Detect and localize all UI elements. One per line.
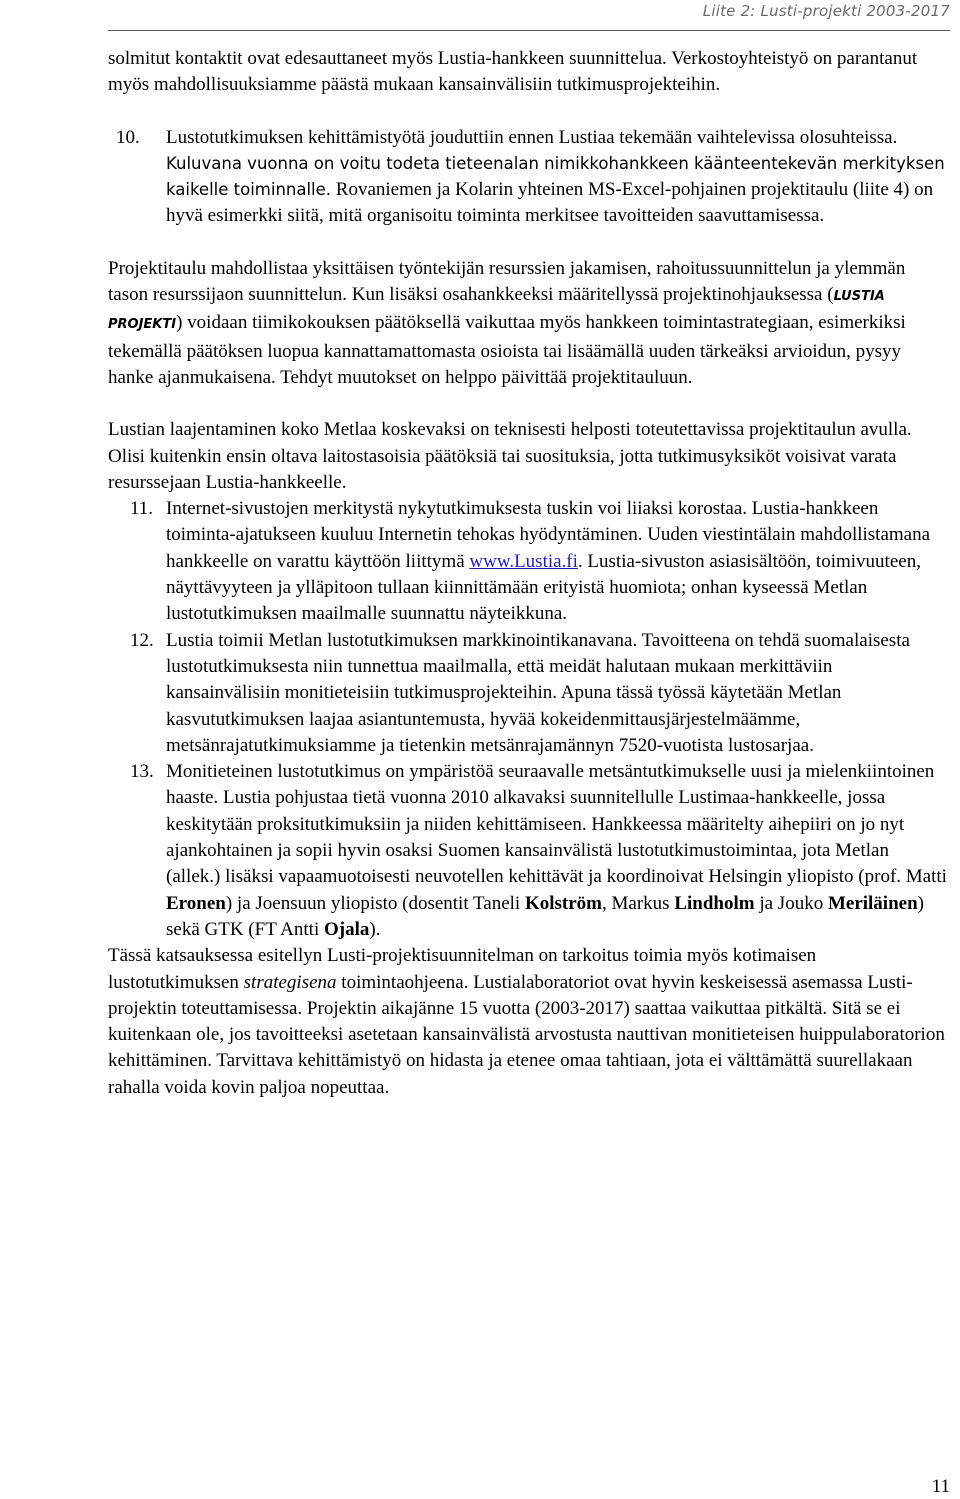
item11-text-2: . Lustia-sivuston asiasisältöön, toimivuuteen, näyttävyyteen ja ylläpitoon tullaan kiinnittämään erityistä huomiota; onhan kyseessä Metlan lustotutkimuksen maailmalle suunnattu näyteikkuna. bbox=[166, 550, 921, 625]
name-eronen: Eronen bbox=[166, 892, 226, 914]
list-item-12 bbox=[130, 628, 948, 759]
header-rule bbox=[108, 30, 950, 31]
paragraph-contacts: solmitut kontaktit ovat edesauttaneet myös Lustia-hankkeen suunnittelua. Verkostoyhteistyö on parantanut myös mahdollisuuksiamme päästä mukaan kansainvälisiin tutkimusprojekteihin. bbox=[108, 48, 918, 96]
document-body bbox=[108, 46, 948, 1101]
item10-sentence-1: Lustotutkimuksen kehittämistyötä jouduttiin ennen Lustiaa tekemään vaihtelevissa olosuhteissa. bbox=[166, 126, 898, 148]
page-number: 11 bbox=[931, 1476, 950, 1497]
item11-text-1: Internet-sivustojen merkitystä nykytutkimuksesta tuskin voi liiaksi korostaa. Lustia-hankkeen toiminta-ajatukseen kuuluu Internetin tehokas hyödyntäminen. Uuden viestintälain mahdollistamana hankkeelle on varattu käyttöön liittymä bbox=[166, 498, 931, 572]
name-lindholm: Lindholm bbox=[674, 892, 755, 914]
name-merilainen: Meriläinen bbox=[827, 892, 918, 914]
list-number: 10. bbox=[116, 126, 140, 148]
conclusion-text-2: toimintaohjeena. Lustialaboratoriot ovat hyvin keskeisessä asemassa Lusti-projektin toteuttamisessa. Projektin aikajänne 15 vuotta (2003-2017) saattaa vaikuttaa pitkältä. Sitä se ei kuitenkaan ole, jos tavoitteeksi asetetaan kansainvälistä arvostusta nauttivan monitieteisen huippulaboratorion kehittäminen. Tarvittava kehittämistyö on hidasta ja etenee omaa tahtiaan, jota ei välttämättä suurellakaan rahalla voida kovin paljoa nopeuttaa. bbox=[108, 971, 945, 1098]
item13-text-f: ). bbox=[369, 918, 381, 940]
conclusion-text-1: Tässä katsauksessa esitellyn Lusti-projektisuunnitelman on tarkoitus toimia myös kotimaisen lustotutkimuksen bbox=[108, 945, 817, 993]
running-header: Liite 2: Lusti-projekti 2003-2017 bbox=[702, 2, 950, 20]
paragraph-conclusion bbox=[108, 943, 948, 1101]
item10-sentence-2: Kuluvana vuonna on voitu todeta tieteenalan nimikkohankkeen käänteentekevän merkityksen kaikelle toiminnalle. bbox=[166, 153, 945, 200]
list-item-11 bbox=[130, 496, 948, 627]
item13-text-b: ) ja Joensuun yliopisto (dosentit Taneli bbox=[225, 892, 525, 914]
projektitaulu-text-3: ) voidaan tiimikokouksen päätöksellä vaikuttaa myös hankkeen toimintastrategiaan, esimerkiksi tekemällä päätöksen luopua kannattamattomasta osioista tai lisäämällä uuden tärkeäksi arvioidun, pysyy hanke ajanmukaisena. Tehdyt muutokset on helppo päivittää projektitauluun. bbox=[108, 312, 906, 388]
list-number: 13. bbox=[130, 761, 154, 783]
item13-text-d: ja Jouko bbox=[754, 892, 828, 914]
name-kolstrom: Kolström bbox=[524, 892, 603, 914]
item13-text-e: ) sekä GTK (FT Antti bbox=[166, 892, 924, 940]
list-number: 12. bbox=[130, 629, 154, 651]
list-item-10 bbox=[116, 125, 948, 230]
list-item-13 bbox=[130, 759, 948, 943]
paragraph-projektitaulu bbox=[108, 256, 948, 391]
projektitaulu-text-2: Kun lisäksi osahankkeeksi määritellyssä projektinohjauksessa ( bbox=[351, 284, 834, 306]
projektitaulu-text-1: Projektitaulu mahdollistaa yksittäisen työntekijän resurssien jakamisen, rahoitussuunnittelun ja ylemmän tason resurssijaon suunnittelun. bbox=[108, 257, 906, 306]
item13-text-a: Monitieteinen lustotutkimus on ympäristöä seuraavalle metsäntutkimukselle uusi ja mielenkiintoinen haaste. Lustia pohjustaa tietä vuonna 2010 alkavaksi suunnitellulle Lustimaa-hankkeelle, jossa keskitytään proksitutkimuksiin ja niiden kehittämiseen. Hankkeessa määritelty aihepiiri on jo nyt ajankohtainen ja sopii hyvin osaksi Suomen kansainvälistä lustotutkimustoimintaa, jota Metlan (allek.) lisäksi vapaamuotoisesti neuvotellen kehittävät ja koordinoivat Helsingin yliopisto (prof. Matti bbox=[166, 761, 947, 888]
paragraph-laajentaminen: Lustian laajentaminen koko Metlaa koskevaksi on teknisesti helposti toteutettavissa projektitaulun avulla. Olisi kuitenkin ensin oltava laitostasoisia päätöksiä tai suosituksia, jotta tutkimusyksiköt voisivat varata resurssejaan Lustia-hankkeelle. bbox=[108, 419, 912, 493]
project-name: LUSTIA PROJEKTI bbox=[108, 289, 885, 333]
emphasis-strategisena: strategisena bbox=[243, 971, 337, 993]
list-number: 11. bbox=[130, 498, 154, 520]
lustia-website-link[interactable]: www.Lustia.fi bbox=[469, 550, 578, 572]
item13-text-c: , Markus bbox=[602, 892, 675, 914]
item12-text: Lustia toimii Metlan lustotutkimuksen markkinointikanavana. Tavoitteena on tehdä suomalaisesta lustotutkimuksesta niin tunnettua maailmalla, että meidät halutaan mukaan merkittäviin kansainvälisiin monitieteisiin tutkimusprojekteihin. Apuna tässä työssä käytetään Metlan kasvututkimuksen laajaa asiantuntemusta, hyvää kokeidenmittausjärjestelmäämme, metsänrajatutkimuksiamme ja tietenkin metsänrajamännyn 7520-vuotista lustosarjaa. bbox=[166, 629, 910, 756]
item10-sentence-3: Rovaniemen ja Kolarin yhteinen MS-Excel-pohjainen projektitaulu (liite 4) on hyvä esimerkki siitä, mitä organisoitu toiminta merkitsee tavoitteiden saavuttamisessa. bbox=[166, 179, 934, 227]
name-ojala: Ojala bbox=[323, 918, 370, 940]
